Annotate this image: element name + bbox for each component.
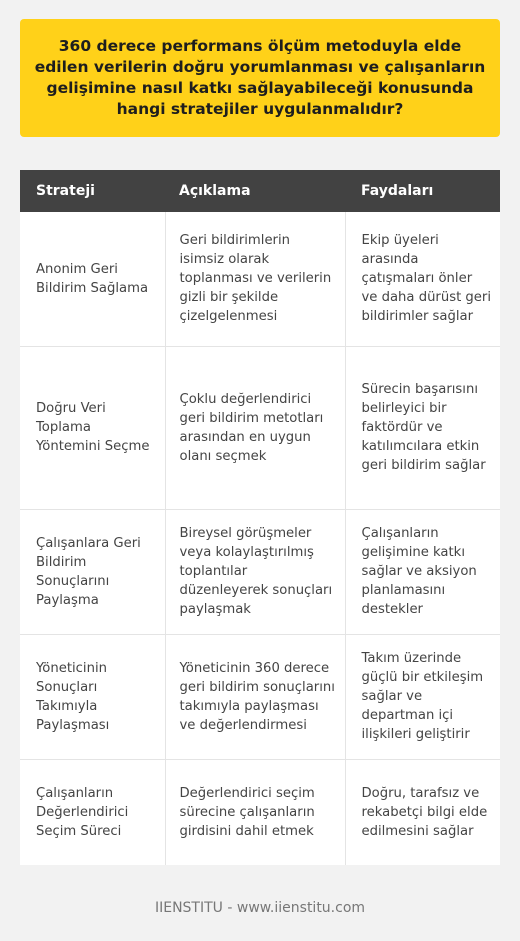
title-banner bbox=[20, 19, 500, 137]
description-cell: Yöneticinin 360 derece geri bildirim sonuçlarını takımıyla paylaşması ve değerlendirmesi bbox=[165, 634, 345, 759]
strategy-cell: Anonim Geri Bildirim Sağlama bbox=[20, 212, 165, 346]
strategy-cell: Yöneticinin Sonuçları Takımıyla Paylaşması bbox=[20, 634, 165, 759]
benefit-cell: Sürecin başarısını belirleyici bir faktördür ve katılımcılara etkin geri bildirim sağlar bbox=[345, 346, 500, 509]
benefit-cell: Ekip üyeleri arasında çatışmaları önler ve daha dürüst geri bildirimler sağlar bbox=[345, 212, 500, 346]
description-cell: Geri bildirimlerin isimsiz olarak toplanması ve verilerin gizli bir şekilde çizelgelenmesi bbox=[165, 212, 345, 346]
strategy-cell: Doğru Veri Toplama Yöntemini Seçme bbox=[20, 346, 165, 509]
description-cell: Çoklu değerlendirici geri bildirim metotları arasından en uygun olanı seçmek bbox=[165, 346, 345, 509]
header-faydalari: Faydaları bbox=[345, 170, 500, 212]
table-row bbox=[20, 346, 500, 509]
strategy-table bbox=[20, 170, 500, 865]
benefit-cell: Doğru, tarafsız ve rekabetçi bilgi elde edilmesini sağlar bbox=[345, 759, 500, 865]
header-strateji: Strateji bbox=[20, 170, 165, 212]
strategy-cell: Çalışanların Değerlendirici Seçim Süreci bbox=[20, 759, 165, 865]
table-row bbox=[20, 634, 500, 759]
page-title: 360 derece performans ölçüm metoduyla elde edilen verilerin doğru yorumlanması ve çalışanların gelişimine nasıl katkı sağlayabileceği konusunda hangi stratejiler uygulanmalıdır? bbox=[34, 37, 486, 118]
table-row bbox=[20, 509, 500, 634]
table-row bbox=[20, 759, 500, 865]
strategy-cell: Çalışanlara Geri Bildirim Sonuçlarını Paylaşma bbox=[20, 509, 165, 634]
footer-credit: IIENSTITU - www.iienstitu.com bbox=[154, 900, 366, 916]
description-cell: Değerlendirici seçim sürecine çalışanların girdisini dahil etmek bbox=[165, 759, 345, 865]
table-row bbox=[20, 212, 500, 346]
description-cell: Bireysel görüşmeler veya kolaylaştırılmış toplantılar düzenleyerek sonuçları paylaşmak bbox=[165, 509, 345, 634]
benefit-cell: Takım üzerinde güçlü bir etkileşim sağlar ve departman içi ilişkileri geliştirir bbox=[345, 634, 500, 759]
header-aciklama: Açıklama bbox=[165, 170, 345, 212]
table-header-row bbox=[20, 170, 500, 212]
benefit-cell: Çalışanların gelişimine katkı sağlar ve aksiyon planlamasını destekler bbox=[345, 509, 500, 634]
